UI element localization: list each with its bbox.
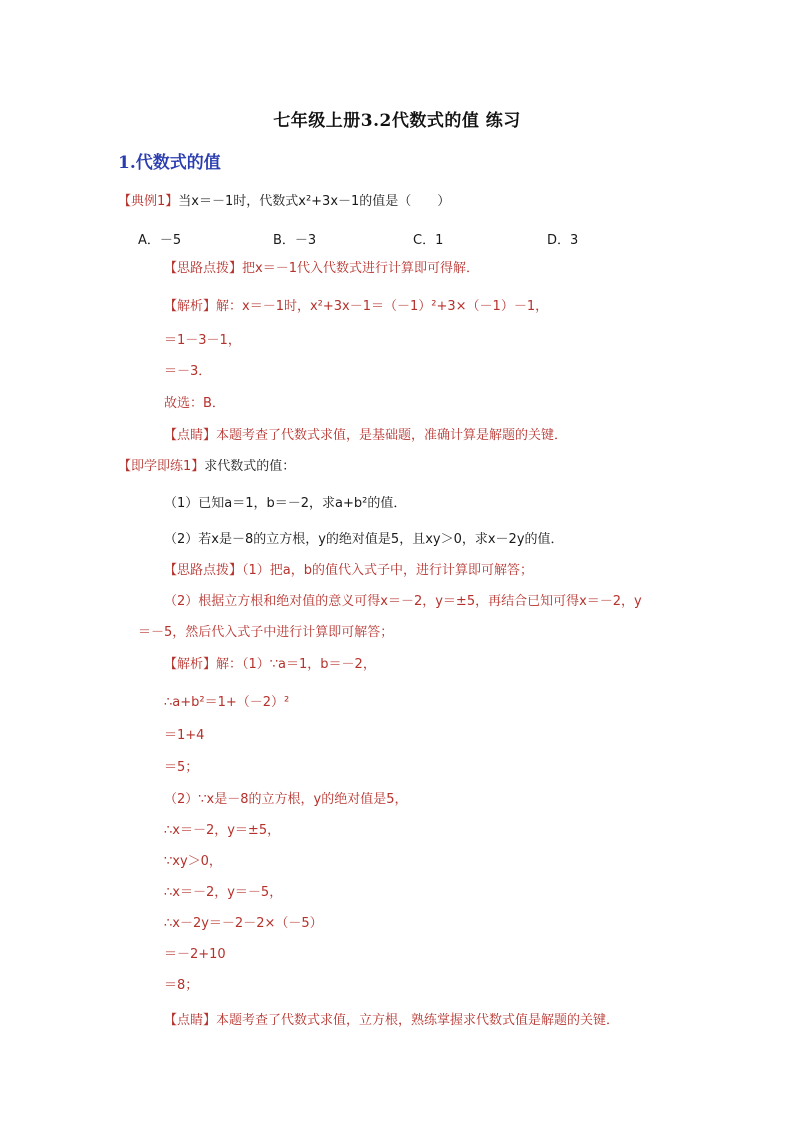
example1-question-text: 当x＝－1时，代数式x²+3x－1的值是（ ） [178,194,451,209]
practice1-sub2: （2）若x是－8的立方根，y的绝对值是5，且xy＞0，求x－2y的值． [164,532,564,547]
practice1-solution-line-8: ∴x＝－2，y＝－5， [164,885,283,900]
practice1-hint-tag: 【思路点拨】 [164,563,243,578]
example1-solution-line-1 [164,299,548,315]
practice1-tag: 【即学即练1】 [118,459,205,474]
practice1-hint-2b: ＝－5，然后代入式子中进行计算即可解答； [138,625,394,640]
practice1-note-tag: 【点睛】 [164,1013,217,1028]
practice1-solution-line-5: （2）∵x是－8的立方根，y的绝对值是5， [164,792,408,807]
example1-tag: 【典例1】 [118,194,179,209]
practice1-solution-tag: 【解析】 [164,657,217,672]
section-heading: 1.代数式的值 [118,153,221,173]
page-title: 七年级上册3.2代数式的值 练习 [273,111,521,131]
practice1-solution-line-9: ∴x－2y＝－2－2×（－5） [164,916,323,931]
practice1-solution-line-4: ＝5； [164,760,199,775]
example1-question [118,194,450,210]
practice1-solution-line-10: ＝－2+10 [164,947,226,962]
practice1-hint1-text: （1）把a，b的值代入式子中，进行计算即可解答； [242,563,534,578]
example1-solution-line-4: 故选：B． [164,396,225,411]
practice1-solution-line-7: ∵xy＞0， [164,854,222,869]
option-d: D．3 [547,233,579,248]
note-tag: 【点睛】 [164,428,217,443]
option-a: A．－5 [138,233,182,248]
example1-hint [164,261,479,277]
example1-solution-line-3: ＝－3． [164,364,212,379]
practice1-sub1: （1）已知a＝1，b＝－2，求a+b²的值． [164,496,407,511]
solution-text: 解：x＝－1时，x²+3x－1＝（－1）²+3×（－1）－1， [216,299,549,314]
hint-tag: 【思路点拨】 [164,261,243,276]
example1-note [164,428,567,444]
practice1-solution-line-3: ＝1+4 [164,728,205,743]
practice1-question-text: 求代数式的值： [204,459,296,474]
practice1-note [164,1013,619,1029]
practice1-solution-line-11: ＝8； [164,978,199,993]
option-c: C．1 [413,233,444,248]
practice1-note-text: 本题考查了代数式求值，立方根，熟练掌握求代数式值是解题的关键． [216,1013,620,1028]
practice1-solution-line-2: ∴a+b²＝1+（－2）² [164,695,290,710]
hint-text: 把x＝－1代入代数式进行计算即可得解． [242,261,479,276]
practice1-solution-line-6: ∴x＝－2，y＝±5， [164,823,281,838]
option-b: B．－3 [273,233,317,248]
practice1-hint-1 [164,563,533,579]
practice1-hint-2a: （2）根据立方根和绝对值的意义可得x＝－2，y＝±5，再结合已知可得x＝－2，y [164,594,642,609]
practice1-solution-line-1 [164,657,376,673]
example1-solution-line-2: ＝1－3－1， [164,333,241,348]
note-text: 本题考查了代数式求值，是基础题，准确计算是解题的关键． [216,428,568,443]
practice1-solution-text: 解：（1）∵a＝1，b＝－2， [216,657,376,672]
solution-tag: 【解析】 [164,299,217,314]
example1-options [0,229,794,247]
practice1-question [118,459,295,475]
